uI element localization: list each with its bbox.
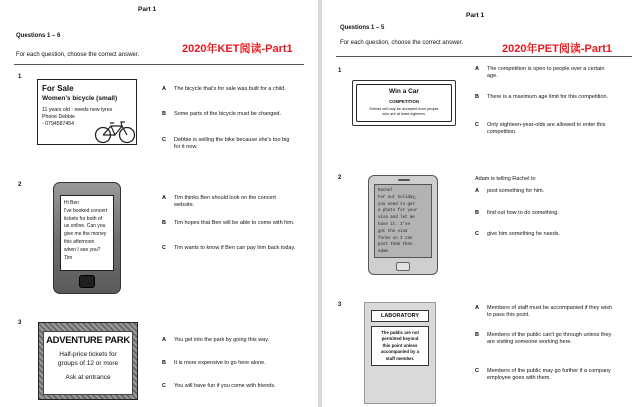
option-c[interactable]	[162, 245, 297, 252]
option-text: The bicycle that's for sale was built for a child.	[174, 86, 286, 92]
option-b[interactable]	[162, 360, 302, 367]
notice-line: Entries will only be accepted from people	[369, 107, 439, 111]
ket-banner: 2020年KET阅读-Part1	[182, 43, 293, 55]
question-number: 2	[18, 182, 22, 188]
notice-line: 11 years old - needs new tyres	[42, 107, 113, 113]
home-button	[396, 262, 410, 271]
notice-line: who are at least eighteen.	[382, 112, 426, 116]
option-text: You get into the park by going this way.	[174, 337, 270, 343]
message-line: you need to get	[378, 202, 415, 207]
divider	[14, 64, 304, 65]
message-line: give me the money	[64, 231, 107, 238]
message-line: For our holiday,	[378, 195, 418, 200]
option-a[interactable]	[162, 195, 297, 210]
question-number: 3	[18, 320, 22, 326]
message-line: this afternoon	[64, 238, 95, 245]
option-letter: B	[475, 94, 479, 100]
sign-line: staff member.	[385, 355, 415, 361]
sign-panel	[43, 331, 133, 395]
message-line: I've booked concert	[64, 207, 108, 214]
mobile-phone	[368, 175, 438, 275]
option-b[interactable]	[162, 220, 297, 227]
option-letter: B	[162, 111, 166, 117]
win-a-car-notice	[352, 80, 456, 126]
option-letter: C	[162, 245, 166, 251]
for-sale-notice	[37, 79, 137, 145]
phone-speaker	[398, 179, 410, 181]
option-letter: C	[475, 122, 479, 128]
part-title: Part 1	[466, 12, 485, 19]
option-a[interactable]	[475, 66, 610, 81]
message-line: got the visa	[378, 229, 408, 234]
option-c[interactable]	[162, 137, 297, 152]
option-text: Debbie is selling the bike because she's too big for it now.	[174, 137, 290, 151]
option-letter: C	[475, 368, 479, 374]
ket-page	[0, 0, 318, 407]
option-text: Tim thinks Ben should look on the concert website.	[174, 195, 276, 209]
option-letter: A	[162, 195, 166, 201]
option-text: give him something he needs.	[487, 231, 561, 237]
message-line: tickets for both of	[64, 215, 103, 222]
option-text: Some parts of the bicycle must be changed.	[174, 111, 282, 117]
option-text: The competition is open to people over a certain age.	[487, 66, 605, 80]
option-letter: B	[475, 210, 479, 216]
question-number: 3	[338, 302, 342, 308]
sign-line: Half-price tickets for	[59, 351, 117, 358]
notice-subtitle: Women's bicycle (small)	[42, 95, 118, 102]
message-line: post them then.	[378, 243, 415, 248]
option-text: find out how to do something.	[487, 210, 559, 216]
sign-title: LABORATORY	[371, 310, 429, 322]
sign-body	[371, 326, 429, 366]
question-number: 2	[338, 175, 342, 181]
sign-line: this point unless	[382, 342, 418, 348]
question-number: 1	[18, 74, 22, 80]
notice-subtitle: COMPETITION	[389, 99, 419, 104]
message-line: have it. I've	[378, 222, 410, 227]
option-text: Tim wants to know if Ben can pay him back today.	[174, 245, 296, 251]
phone-screen	[374, 184, 432, 258]
text-message	[378, 188, 417, 256]
option-letter: A	[162, 337, 166, 343]
bicycle-icon	[94, 120, 136, 144]
notice-title: Win a Car	[389, 88, 419, 95]
option-letter: B	[162, 220, 166, 226]
questions-range: Questions 1 – 6	[16, 33, 61, 39]
notice-body	[357, 107, 451, 117]
message-line: Rachel	[378, 189, 393, 193]
option-letter: A	[475, 305, 479, 311]
option-b[interactable]	[475, 210, 610, 217]
option-text: Tim hopes that Ben will be able to come with him.	[174, 220, 295, 226]
message-line: visa and let me	[378, 216, 415, 221]
option-text: It is more expensive to go here alone.	[174, 360, 266, 366]
sign-line: groups of 12 or more	[57, 359, 119, 367]
question-prompt: Adam is telling Rachel to	[475, 176, 536, 182]
pet-banner: 2020年PET阅读-Part1	[502, 43, 613, 55]
option-text: You will have fun if you come with friends.	[174, 383, 276, 389]
message-line: forms so I can	[378, 236, 413, 241]
option-b[interactable]	[475, 94, 610, 101]
instruction: For each question, choose the correct answer.	[16, 52, 140, 58]
option-letter: A	[162, 86, 166, 92]
part-title: Part 1	[138, 6, 157, 13]
home-button	[79, 275, 95, 288]
notice-inner	[356, 84, 452, 122]
message-line: us online. Can you	[64, 223, 106, 230]
option-a[interactable]	[162, 86, 297, 93]
notice-line: Phone Debbie	[42, 114, 75, 121]
question-number: 1	[338, 68, 342, 74]
option-a[interactable]	[475, 305, 615, 320]
option-letter: B	[475, 332, 479, 338]
option-letter: A	[475, 66, 479, 72]
option-text: post something for him.	[487, 188, 545, 194]
text-message	[64, 200, 107, 262]
option-text: Members of staff must be accompanied if they wish to pass this point.	[487, 305, 612, 319]
sign-text	[372, 330, 428, 362]
instruction: For each question, choose the correct answer.	[340, 40, 464, 46]
option-c[interactable]	[475, 231, 610, 238]
message-line: a photo for your	[378, 209, 418, 214]
option-letter: C	[162, 383, 166, 389]
option-b[interactable]	[475, 332, 615, 347]
phone-screen	[60, 195, 114, 271]
message-line: Hi Ben	[64, 200, 80, 206]
option-letter: C	[162, 137, 166, 143]
adventure-park-sign	[38, 322, 138, 400]
sign-line: accompanied by a	[380, 349, 420, 355]
questions-range: Questions 1 – 5	[340, 25, 385, 31]
sign-footer: Ask at entrance	[65, 374, 111, 381]
option-c[interactable]	[475, 122, 610, 137]
option-text: Members of the public can't go through unless they are visiting someone working here.	[487, 332, 612, 346]
pet-page	[322, 0, 640, 407]
sign-line: permitted beyond	[381, 336, 419, 342]
notice-title: For Sale	[42, 84, 74, 93]
option-c[interactable]	[475, 368, 615, 383]
message-line: when I see you?	[64, 246, 101, 253]
sign-text	[44, 351, 132, 368]
sign-line: The public are not	[381, 330, 419, 335]
mobile-phone	[53, 182, 121, 294]
message-line: Tim	[64, 254, 73, 261]
laboratory-sign	[364, 302, 436, 404]
option-letter: C	[475, 231, 479, 237]
option-letter: B	[162, 360, 166, 366]
option-a[interactable]	[162, 337, 302, 344]
divider	[336, 56, 632, 57]
option-letter: A	[475, 188, 479, 194]
option-text: Only eighteen-year-olds are allowed to enter this competition.	[487, 122, 606, 136]
option-text: Members of the public may go further if a company employee goes with them.	[487, 368, 611, 382]
sign-title: ADVENTURE PARK	[46, 335, 130, 346]
option-text: There is a maximum age limit for this competition.	[487, 94, 609, 100]
message-line: Adam	[378, 250, 388, 255]
option-c[interactable]	[162, 383, 302, 390]
option-a[interactable]	[475, 188, 610, 195]
option-b[interactable]	[162, 111, 297, 118]
notice-line: - 0794587454	[42, 121, 75, 128]
